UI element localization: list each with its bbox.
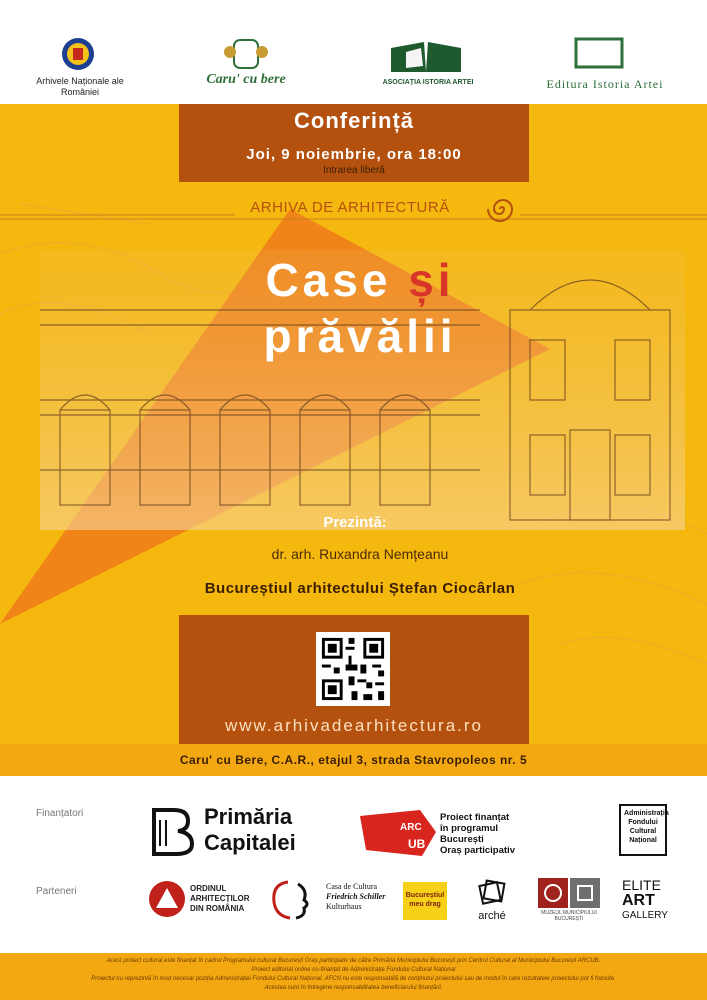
spiral-icon — [482, 194, 522, 224]
website-link[interactable]: www.arhivadearhitectura.ro — [225, 716, 483, 735]
istoria-artei-logo-text: ASOCIAȚIA ISTORIA ARTEI — [382, 79, 474, 86]
financers-label: Finanțatori — [36, 808, 84, 819]
primaria-b-icon — [148, 806, 196, 856]
main-title — [200, 252, 520, 364]
footer-disclaimer-2: Proiect editorial online co-finanțat de Administrația Fondului Cultural Național — [251, 967, 456, 973]
footer-disclaimer-3: Proiectul nu reprezintă în mod necesar poziția Administrației Fondului Cultural Național. AFCN nu este responsabilă de conținutul proiectului sau de modul în care rezultatele proiectului pot fi folosite. — [91, 976, 616, 982]
header-logos — [0, 0, 707, 104]
main-title-conjunction: și — [408, 254, 455, 306]
editura-logo-text: Editura Istoria Artei — [546, 77, 664, 91]
muzeu-logo-text: MUZEUL MUNICIPIULUI BUCUREȘTI — [541, 910, 597, 922]
svg-text:UB: UB — [408, 837, 426, 851]
oar-logo-icon — [148, 880, 186, 918]
event-type: Conferință — [294, 108, 414, 133]
arche-logo-icon — [477, 878, 507, 908]
schiller-profile-icon — [268, 878, 322, 920]
main-title-part1: Case — [265, 254, 409, 306]
partners-label: Parteneri — [36, 886, 77, 897]
arcub-logo-icon — [360, 810, 436, 856]
footer-disclaimer-1: Acest proiect cultural este finanțat în cadrul Programului cultural București Oraș participativ de către Primăria Municipiului București prin Centrul Cultural al Municipiului București ARCUB. — [106, 958, 601, 964]
lecture-title: Bucureștiul arhitectului Ștefan Ciocârlan — [204, 580, 516, 597]
muzeu-logo-icon — [538, 878, 600, 908]
editura-frame-icon — [572, 37, 626, 69]
svg-text:ARC: ARC — [400, 822, 422, 833]
arhivele-logo-text: Arhivele Naționale ale României — [36, 76, 124, 97]
footer-disclaimer-4: Acestea sunt în întregime responsabilitatea beneficiarului finanțării. — [264, 985, 443, 991]
event-date: Joi, 9 noiembrie, ora 18:00 — [246, 146, 462, 163]
afcn-logo: Administrația Fondului Cultural Național — [619, 804, 667, 856]
elite-art-gallery-logo: ELITE ART GALLERY — [622, 877, 668, 921]
schiller-logo-text: Casa de Cultura Friedrich Schiller Kulturhaus — [326, 882, 386, 911]
presenter-label: Prezintă: — [323, 514, 387, 531]
main-title-part2: prăvălii — [263, 310, 457, 362]
arche-logo-text: arché — [478, 910, 506, 922]
arcub-program-text: Proiect finanțat în programul București Oraș participativ — [440, 812, 515, 856]
romania-coat-of-arms-icon — [60, 36, 96, 72]
caru-cu-bere-emblem-icon — [222, 36, 270, 76]
free-entry-label: Intrarea liberă — [323, 165, 385, 176]
presenter-name: dr. arh. Ruxandra Nemțeanu — [271, 546, 449, 562]
caru-cu-bere-logo: Caru' cu bere — [206, 72, 286, 87]
venue-address: Caru' cu Bere, C.A.R., etajul 3, strada Stavropoleos nr. 5 — [179, 753, 528, 767]
arhiva-brand-name: ARHIVA DE ARHITECTURĂ — [250, 199, 450, 216]
bucurestiul-meu-drag-logo: Bucureștiul meu drag — [403, 882, 447, 920]
qr-code-icon[interactable] — [316, 632, 390, 706]
open-book-icon — [386, 38, 466, 76]
oar-logo-text: ORDINUL ARHITECȚILOR DIN ROMÂNIA — [190, 884, 250, 913]
primaria-capitalei-logo: Primăria Capitalei — [204, 804, 296, 855]
